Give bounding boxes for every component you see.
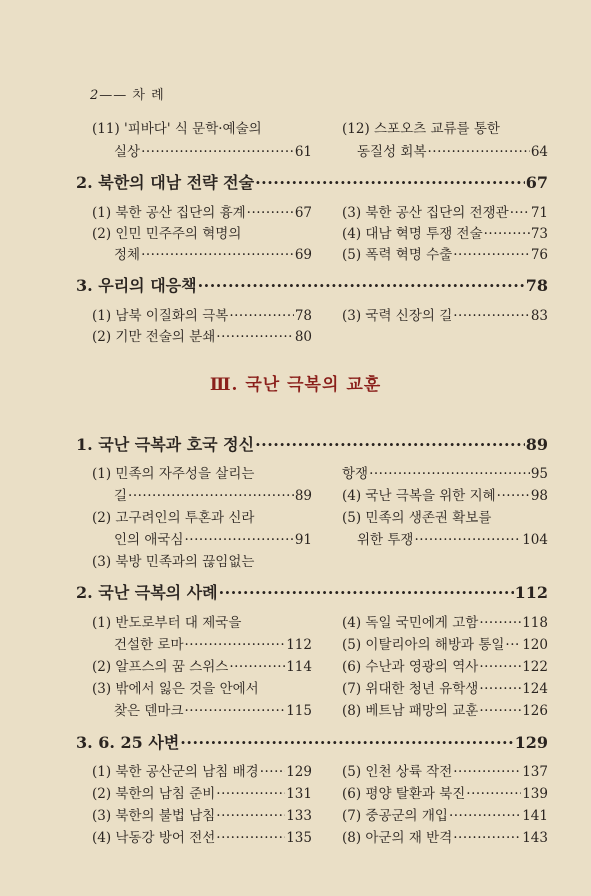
toc-entry-title: (1) 북한 공산군의 남침 배경 xyxy=(92,764,259,780)
toc-entry xyxy=(342,782,548,802)
dot-leader xyxy=(247,205,294,221)
toc-page-number: 131 xyxy=(286,786,312,802)
toc-entry-title: (5) 폭력 혁명 수출 xyxy=(342,247,453,263)
dot-leader xyxy=(260,764,286,780)
toc-entry-title: (5) 인천 상륙 작전 xyxy=(342,764,453,780)
toc-entry-title: 길 xyxy=(114,488,128,504)
dot-leader xyxy=(185,532,294,548)
toc-entry-title: (3) 북한의 불법 남침 xyxy=(92,808,216,824)
toc-entry-title: (2) 북한의 남침 준비 xyxy=(92,786,216,802)
toc-entry-title: (11) '피바다' 식 문학·예술의 xyxy=(92,121,262,137)
toc-entry xyxy=(92,304,312,324)
toc-entry xyxy=(92,117,262,137)
toc-entry-title: 2. 북한의 대남 전략 전술 xyxy=(76,173,255,192)
dot-leader xyxy=(466,786,521,802)
toc-entry-title: (3) 국력 신장의 길 xyxy=(342,308,453,324)
toc-entry xyxy=(92,782,312,802)
toc-entry xyxy=(92,506,254,526)
toc-entry xyxy=(114,528,312,548)
toc-page-number: 129 xyxy=(286,764,312,780)
dot-leader xyxy=(198,276,525,295)
dot-leader xyxy=(453,247,530,263)
toc-entry-title: 찾은 덴마크 xyxy=(114,703,184,719)
toc-page-number: 67 xyxy=(525,173,548,192)
toc-page-number: 122 xyxy=(522,659,548,675)
dot-leader xyxy=(479,703,521,719)
toc-page-number: 118 xyxy=(522,615,548,631)
toc-entry xyxy=(342,699,548,719)
dot-leader xyxy=(484,226,530,242)
dot-leader xyxy=(497,488,530,504)
dot-leader xyxy=(453,764,521,780)
toc-entry-title: 1. 국난 극복과 호국 정신 xyxy=(76,435,255,454)
toc-entry-title: (8) 아군의 재 반격 xyxy=(342,830,453,846)
toc-entry xyxy=(92,222,241,242)
dot-leader xyxy=(216,808,285,824)
toc-page-number: 115 xyxy=(286,703,312,719)
toc-heading xyxy=(76,273,548,296)
toc-entry-title: 실상 xyxy=(114,144,141,160)
toc-entry-title: 3. 우리의 대응책 xyxy=(76,276,197,295)
toc-entry xyxy=(342,462,548,482)
toc-entry xyxy=(92,611,241,631)
dot-leader xyxy=(453,830,521,846)
toc-entry xyxy=(342,117,500,137)
toc-page-number: 133 xyxy=(286,808,312,824)
dot-leader xyxy=(141,247,294,263)
toc-entry xyxy=(342,304,548,324)
dot-leader xyxy=(453,308,530,324)
toc-entry-title: 3. 6. 25 사변 xyxy=(76,733,180,752)
toc-entry xyxy=(92,760,312,780)
toc-heading xyxy=(76,730,548,753)
toc-entry-title: (3) 북방 민족과의 끊임없는 xyxy=(92,554,255,570)
toc-page-number: 129 xyxy=(514,733,548,752)
toc-entry-title: (4) 대남 혁명 투쟁 전술 xyxy=(342,226,483,242)
toc-page-number: 95 xyxy=(530,466,548,482)
toc-entry-title: 인의 애국심 xyxy=(114,532,184,548)
toc-entry xyxy=(342,677,548,697)
toc-entry xyxy=(114,484,312,504)
dot-leader xyxy=(479,681,521,697)
toc-entry-title: (7) 위대한 청년 유학생 xyxy=(342,681,479,697)
toc-entry-title: (8) 베트남 패망의 교훈 xyxy=(342,703,479,719)
toc-entry xyxy=(342,655,548,675)
dot-leader xyxy=(219,583,514,602)
toc-page-number: 73 xyxy=(530,226,548,242)
toc-entry xyxy=(92,550,254,570)
header-dash: —— xyxy=(99,88,128,103)
toc-entry xyxy=(114,699,312,719)
toc-entry xyxy=(342,506,491,526)
toc-entry-title: (3) 북한 공산 집단의 전쟁관 xyxy=(342,205,509,221)
toc-entry-title: (2) 인민 민주주의 혁명의 xyxy=(92,226,242,242)
toc-entry-title: (12) 스포오츠 교류를 통한 xyxy=(342,121,500,137)
toc-entry xyxy=(357,528,548,548)
toc-heading xyxy=(76,432,548,455)
toc-entry-title: 동질성 회복 xyxy=(357,144,427,160)
toc-page-number: 78 xyxy=(294,308,312,324)
part-title: Ⅲ. 국난 극복의 교훈 xyxy=(209,375,382,395)
toc-entry xyxy=(92,804,312,824)
toc-page-number: 78 xyxy=(525,276,548,295)
toc-page-number: 98 xyxy=(530,488,548,504)
toc-entry xyxy=(92,201,312,221)
dot-leader xyxy=(369,466,530,482)
toc-entry-title: (2) 고구려인의 투혼과 신라 xyxy=(92,510,255,526)
toc-entry xyxy=(92,677,259,697)
toc-page-number: 112 xyxy=(286,637,312,653)
toc-entry-title: (2) 기만 전술의 분쇄 xyxy=(92,329,216,345)
dot-leader xyxy=(180,733,513,752)
toc-entry xyxy=(342,611,548,631)
toc-heading xyxy=(76,170,548,193)
toc-entry-title: 2. 국난 극복의 사례 xyxy=(76,583,218,602)
toc-entry xyxy=(357,140,548,160)
toc-entry xyxy=(92,462,254,482)
running-header xyxy=(90,84,165,103)
toc-page-number: 89 xyxy=(525,435,548,454)
toc-page-number: 137 xyxy=(522,764,548,780)
toc-entry-title: (4) 독일 국민에게 고함 xyxy=(342,615,479,631)
toc-entry xyxy=(114,633,312,653)
toc-entry-title: (6) 평양 탈환과 북진 xyxy=(342,786,466,802)
toc-entry-title: (7) 중공군의 개입 xyxy=(342,808,448,824)
toc-entry xyxy=(92,325,312,345)
dot-leader xyxy=(510,205,530,221)
dot-leader xyxy=(185,703,286,719)
dot-leader xyxy=(505,637,521,653)
toc-entry xyxy=(342,804,548,824)
toc-entry xyxy=(342,826,548,846)
dot-leader xyxy=(414,532,521,548)
toc-entry-title: (4) 낙동강 방어 전선 xyxy=(92,830,216,846)
toc-entry-title: (3) 밖에서 잃은 것을 안에서 xyxy=(92,681,259,697)
toc-entry-title: (6) 수난과 영광의 역사 xyxy=(342,659,479,675)
toc-entry-title: (4) 국난 극복을 위한 지혜 xyxy=(342,488,496,504)
dot-leader xyxy=(255,173,525,192)
dot-leader xyxy=(216,786,285,802)
toc-page-number: 67 xyxy=(294,205,312,221)
dot-leader xyxy=(229,308,293,324)
dot-leader xyxy=(255,435,525,454)
dot-leader xyxy=(185,637,286,653)
toc-entry-title: (1) 북한 공산 집단의 흉계 xyxy=(92,205,246,221)
toc-entry xyxy=(92,826,312,846)
toc-page-number: 114 xyxy=(286,659,312,675)
toc-page-number: 89 xyxy=(294,488,312,504)
toc-entry-title: 건설한 로마 xyxy=(114,637,184,653)
toc-page-number: 141 xyxy=(522,808,548,824)
toc-page-number: 76 xyxy=(530,247,548,263)
toc-entry xyxy=(92,655,312,675)
toc-entry-title: (1) 민족의 자주성을 살리는 xyxy=(92,466,255,482)
toc-page-number: 91 xyxy=(294,532,312,548)
toc-page-number: 71 xyxy=(530,205,548,221)
dot-leader xyxy=(229,659,285,675)
toc-entry-title: (1) 남북 이질화의 극복 xyxy=(92,308,229,324)
toc-entry xyxy=(114,140,312,160)
toc-entry-title: 위한 투쟁 xyxy=(357,532,414,548)
toc-entry xyxy=(342,222,548,242)
dot-leader xyxy=(216,329,294,345)
toc-entry-title: (5) 민족의 생존권 확보를 xyxy=(342,510,492,526)
toc-page-number: 61 xyxy=(294,144,312,160)
toc-page-number: 80 xyxy=(294,329,312,345)
toc-page-number: 126 xyxy=(522,703,548,719)
toc-entry-title: 항쟁 xyxy=(342,466,369,482)
dot-leader xyxy=(216,830,285,846)
toc-entry xyxy=(342,760,548,780)
toc-entry-title: (2) 알프스의 꿈 스위스 xyxy=(92,659,229,675)
dot-leader xyxy=(141,144,294,160)
toc-page-number: 83 xyxy=(530,308,548,324)
toc-entry xyxy=(114,243,312,263)
toc-entry xyxy=(342,201,548,221)
toc-entry-title: (5) 이탈리아의 해방과 통일 xyxy=(342,637,505,653)
dot-leader xyxy=(128,488,294,504)
toc-entry xyxy=(342,243,548,263)
toc-heading xyxy=(76,580,548,603)
toc-page-number: 124 xyxy=(522,681,548,697)
toc-entry-title: 정체 xyxy=(114,247,141,263)
toc-entry-title: (1) 반도로부터 대 제국을 xyxy=(92,615,242,631)
toc-page-number: 139 xyxy=(522,786,548,802)
toc-page-number: 112 xyxy=(514,583,548,602)
toc-page-number: 104 xyxy=(522,532,548,548)
page-number: 2 xyxy=(90,88,100,103)
dot-leader xyxy=(428,144,530,160)
toc-page-number: 69 xyxy=(294,247,312,263)
toc-page-number: 135 xyxy=(286,830,312,846)
toc-page-number: 143 xyxy=(522,830,548,846)
dot-leader xyxy=(479,615,521,631)
toc-page-number: 120 xyxy=(522,637,548,653)
toc-entry xyxy=(342,633,548,653)
toc-page-number: 64 xyxy=(530,144,548,160)
header-title: 차 례 xyxy=(132,88,165,103)
toc-entry xyxy=(342,484,548,504)
dot-leader xyxy=(449,808,521,824)
dot-leader xyxy=(479,659,521,675)
